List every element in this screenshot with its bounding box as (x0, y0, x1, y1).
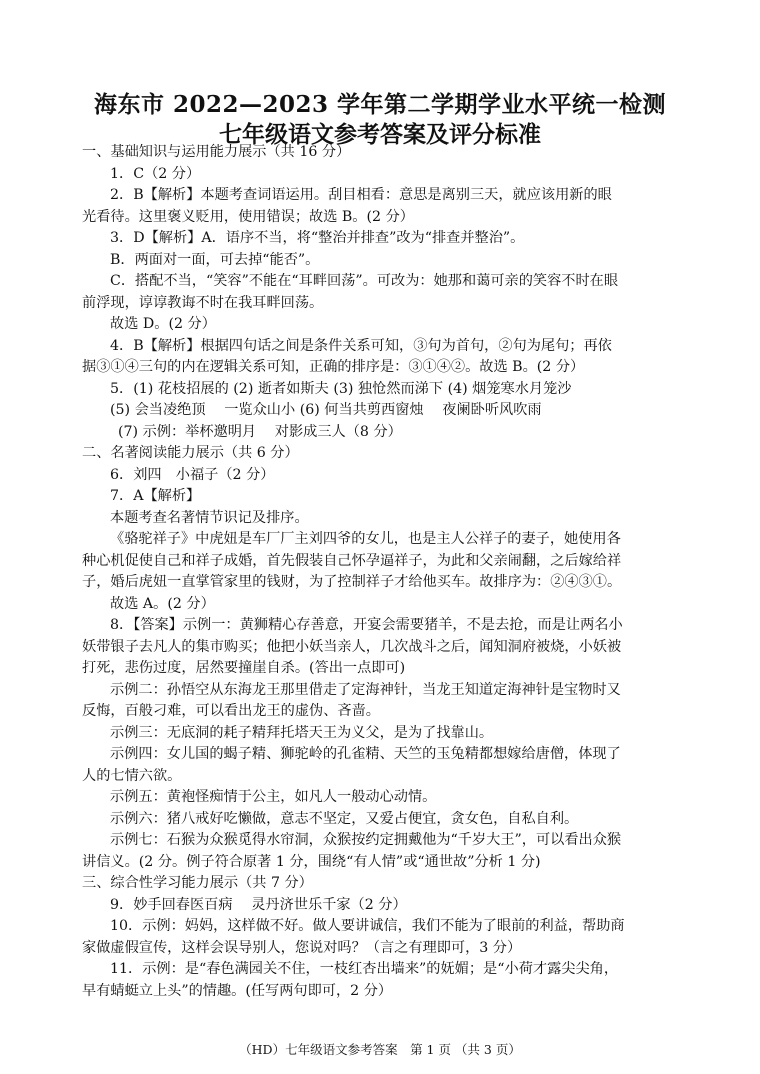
text-line: 1．C（2 分） (110, 165, 201, 182)
text-line: 三、综合性学习能力展示（共 7 分） (82, 875, 313, 891)
text-line: 示例六：猪八戒好吃懒做，意志不坚定，又爱占便宜，贪女色，自私自利。 (110, 810, 579, 827)
page-footer: （HD）七年级语文参考答案 第 1 页 （共 3 页） (239, 1042, 521, 1057)
answer-body (82, 142, 682, 1002)
text-line: 打死，悲伤过度，居然要撞崖自杀。(答出一点即可) (82, 660, 406, 676)
text-line: 本题考查名著情节识记及排序。 (110, 509, 309, 526)
text-line: B．两面对一面，可去掉“能否”。 (110, 251, 320, 268)
text-line: 3．D【解析】A．语序不当，将“整治并排查”改为“排查并整治”。 (110, 230, 525, 246)
text-line: 人的七情六欲。 (82, 767, 182, 784)
text-line: 示例五：黄袍怪痴情于公主，如凡人一般动心动情。 (110, 789, 437, 805)
text-line: 2．B【解析】本题考查词语运用。刮目相看：意思是离别三天，就应该用新的眼 (110, 187, 612, 203)
text-line: 7．A【解析】 (110, 488, 201, 504)
text-line: 光看待。这里褒义贬用，使用错误；故选 B。(2 分） (82, 208, 414, 225)
text-line: 9．妙手回春医百病 灵丹济世乐千家（2 分） (110, 896, 407, 913)
text-line: 5．(1) 花枝招展的 (2) 逝者如斯夫 (3) 独怆然而涕下 (4) 烟笼寒水月笼沙 (110, 380, 572, 397)
text-line: 示例三：无底洞的耗子精拜托塔天王为义父，是为了找靠山。 (110, 724, 494, 741)
text-line: 4．B【解析】根据四句话之间是条件关系可知，③句为首句，②句为尾句；再依 (110, 337, 612, 354)
text-line: 家做虚假宣传，这样会误导别人，您说对吗？（言之有理即可，3 分） (82, 939, 522, 956)
text-line: (7) 示例：举杯邀明月 对影成三人（8 分） (118, 423, 402, 440)
text-line: 示例七：石猴为众猴觅得水帘洞，众猴按约定拥戴他为“千岁大王”，可以看出众猴 (110, 832, 622, 848)
text-line: 讲信义。(2 分。例子符合原著 1 分，围绕“有人情”或“通世故”分析 1 分) (82, 853, 541, 870)
document-title: 海东市 2022—2023 学年第二学期学业水平统一检测 (93, 91, 667, 118)
text-line: 反悔，百般刁难，可以看出龙王的虚伪、吝啬。 (82, 703, 380, 719)
text-line: 种心机促使自己和祥子成婚，首先假装自己怀孕逼祥子，为此和父亲闹翻，之后嫁给祥 (82, 552, 622, 569)
text-line: 前浮现，谆谆教诲不时在我耳畔回荡。 (82, 294, 324, 311)
text-line: 二、名著阅读能力展示（共 6 分） (82, 445, 299, 461)
text-line: 《骆驼祥子》中虎妞是车厂厂主刘四爷的女儿，也是主人公祥子的妻子，她使用各 (110, 531, 621, 547)
text-line: 8．【答案】示例一：黄狮精心存善意，开宴会需要猪羊，不是去抢，而是让两名小 (110, 617, 623, 633)
text-line: 6．刘四 小福子（2 分） (110, 466, 275, 483)
text-line: 11．示例：是“春色满园关不住，一枝红杏出墙来”的妩媚；是“小荷才露尖尖角， (110, 961, 619, 977)
text-line: 据③①④三句的内在逻辑关系可知，正确的排序是：③①④②。故选 B。(2 分） (82, 359, 585, 375)
text-line: (5) 会当凌绝顶 一览众山小 (6) 何当共剪西窗烛 夜阑卧听风吹雨 (110, 402, 542, 418)
text-line: 早有蜻蜓立上头”的情趣。(任写两句即可，2 分） (82, 982, 393, 999)
text-line: 故选 A。(2 分） (110, 595, 215, 612)
document-subtitle: 七年级语文参考答案及评分标准 (219, 121, 541, 148)
text-line: 故选 D。(2 分） (110, 316, 216, 332)
text-line: 示例二：孙悟空从东海龙王那里借走了定海神针，当龙王知道定海神针是宝物时又 (110, 681, 621, 698)
text-line: 一、基础知识与运用能力展示（共 16 分） (82, 144, 351, 160)
text-line: 示例四：女儿国的蝎子精、狮驼岭的孔雀精、天竺的玉兔精都想嫁给唐僧，体现了 (110, 746, 621, 762)
text-line: 10．示例：妈妈，这样做不好。做人要讲诚信，我们不能为了眼前的利益，帮助商 (110, 918, 625, 934)
text-line: 子，婚后虎妞一直掌管家里的钱财，为了控制祥子才给他买车。故排序为：②④③①。 (82, 574, 622, 590)
text-line: 妖带银子去凡人的集市购买；他把小妖当亲人，几次战斗之后，闻知洞府被烧，小妖被 (82, 638, 622, 655)
text-line: C．搭配不当，“笑容”不能在“耳畔回荡”。可改为：她那和蔼可亲的笑容不时在眼 (110, 273, 619, 289)
